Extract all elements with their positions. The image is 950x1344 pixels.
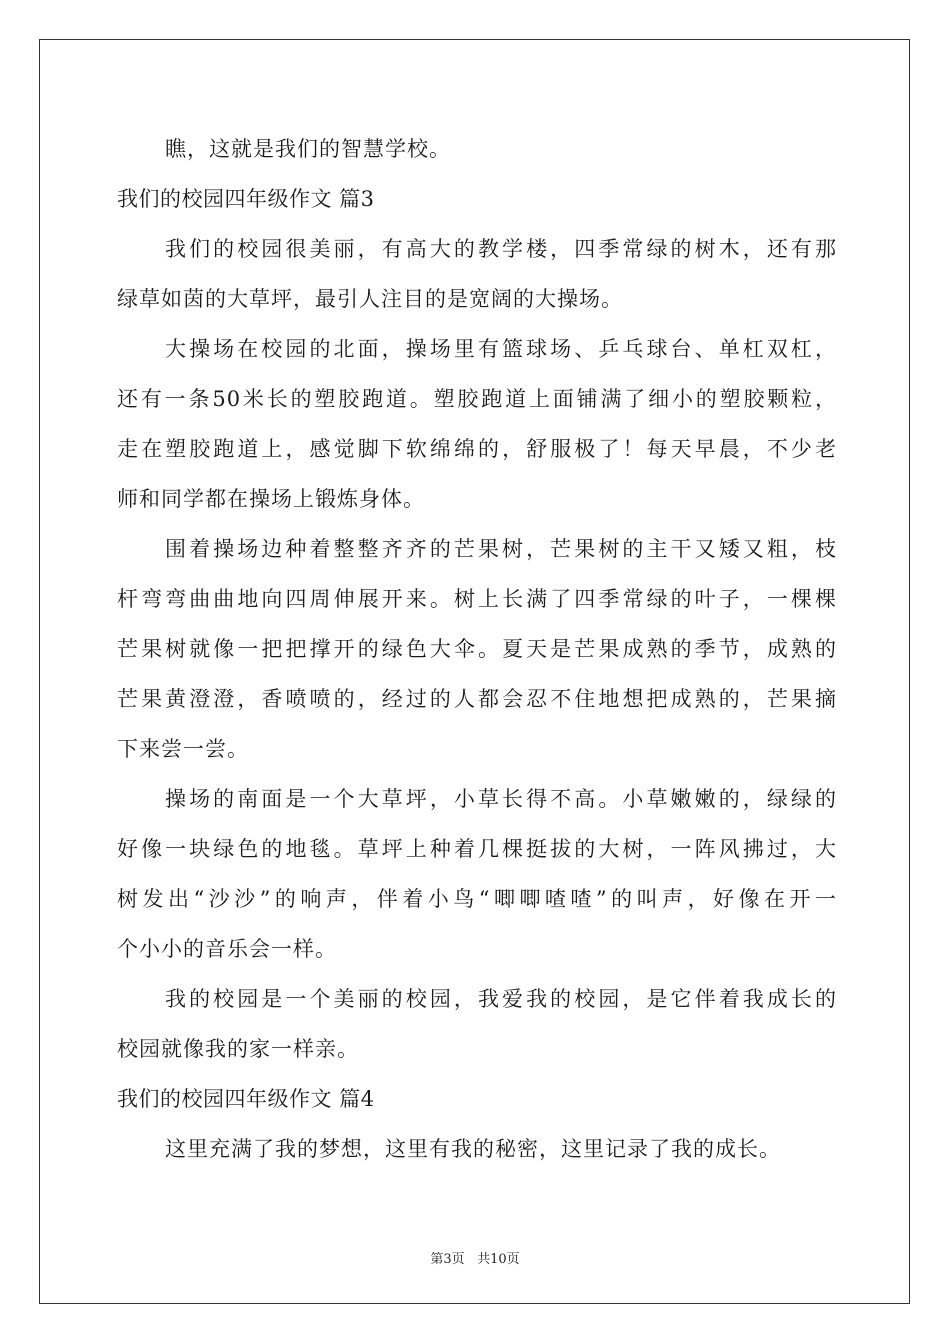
paragraph-line: 杆弯弯曲曲地向四周伸展开来。树上长满了四季常绿的叶子，一棵棵 [117,587,837,611]
page-total: 共10页 [477,1252,520,1267]
paragraph-line: 芒果黄澄澄，香喷喷的，经过的人都会忍不住地想把成熟的，芒果摘 [117,687,837,711]
paragraph-line: 好像一块绿色的地毯。草坪上种着几棵挺拔的大树，一阵风拂过，大 [117,837,837,861]
page-footer [0,1248,950,1267]
paragraph-line: 下来尝一尝。 [117,737,249,761]
paragraph-line: 瞧，这就是我们的智慧学校。 [165,137,451,161]
paragraph-line: 还有一条50米长的塑胶跑道。塑胶跑道上面铺满了细小的塑胶颗粒， [117,387,837,411]
paragraph-line: 个小小的音乐会一样。 [117,937,337,961]
document-body [117,124,837,1174]
paragraph-line: 我们的校园很美丽，有高大的教学楼，四季常绿的树木，还有那 [165,237,837,261]
paragraph-line: 这里充满了我的梦想，这里有我的秘密，这里记录了我的成长。 [165,1137,781,1161]
paragraph-line: 树发出“沙沙”的响声，伴着小鸟“唧唧喳喳”的叫声，好像在开一 [117,887,837,911]
paragraph-line: 芒果树就像一把把撑开的绿色大伞。夏天是芒果成熟的季节，成熟的 [117,637,837,661]
paragraph-line: 我的校园是一个美丽的校园，我爱我的校园，是它伴着我成长的 [165,987,837,1011]
paragraph-line: 绿草如茵的大草坪，最引人注目的是宽阔的大操场。 [117,287,623,311]
section-heading-4: 我们的校园四年级作文 篇4 [117,1087,375,1111]
paragraph-line: 大操场在校园的北面，操场里有篮球场、乒乓球台、单杠双杠， [165,337,837,361]
paragraph-line: 师和同学都在操场上锻炼身体。 [117,487,425,511]
page-number: 第3页 [430,1252,465,1267]
paragraph-line: 操场的南面是一个大草坪，小草长得不高。小草嫩嫩的，绿绿的 [165,787,837,811]
section-heading-3: 我们的校园四年级作文 篇3 [117,187,375,211]
paragraph-line: 走在塑胶跑道上，感觉脚下软绵绵的，舒服极了！每天早晨，不少老 [117,437,837,461]
paragraph-line: 围着操场边种着整整齐齐的芒果树，芒果树的主干又矮又粗，枝 [165,537,837,561]
paragraph-line: 校园就像我的家一样亲。 [117,1037,359,1061]
